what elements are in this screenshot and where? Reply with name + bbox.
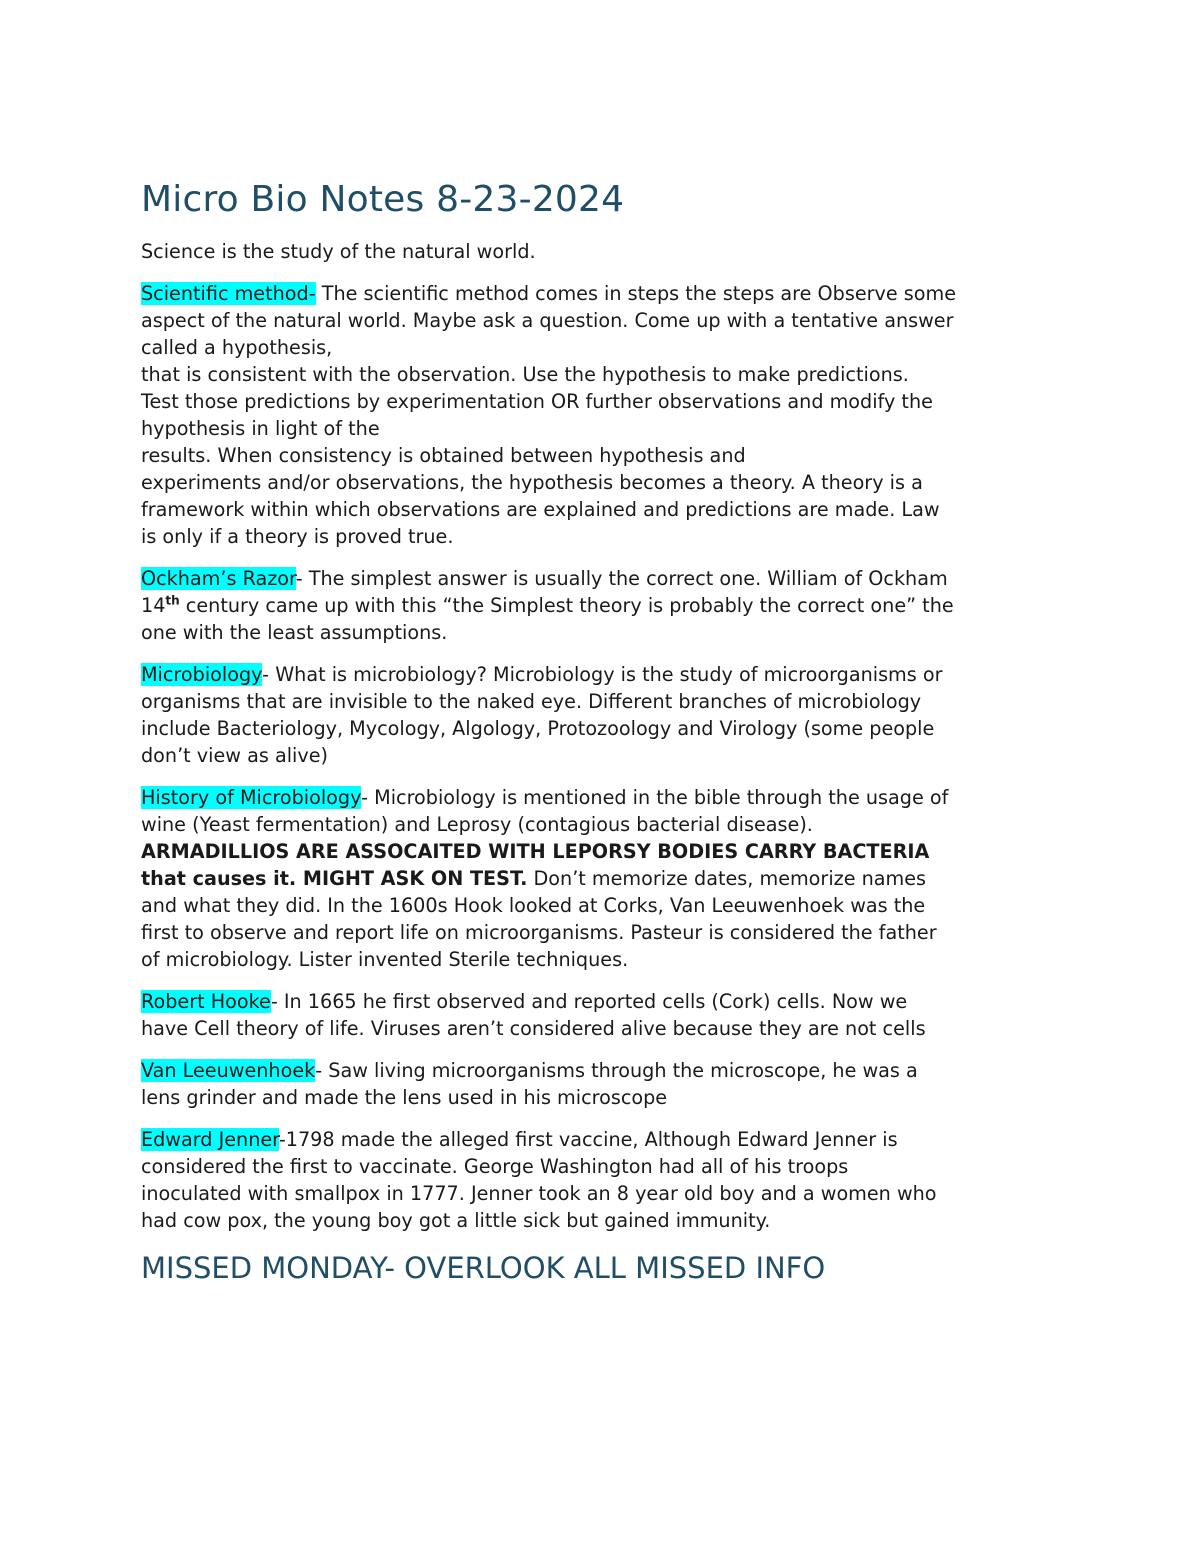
scientific-method-line: that is consistent with the observation. Use the hypothesis to make predictions.	[141, 363, 909, 386]
history-text-1: - Microbiology is mentioned in the bible through the usage of	[361, 786, 949, 809]
jenner-paragraph	[141, 1126, 1060, 1234]
history-text-4: Don’t memorize dates, memorize names	[527, 867, 927, 890]
missed-monday-heading: MISSED MONDAY- OVERLOOK ALL MISSED INFO	[141, 1251, 826, 1285]
scientific-method-line: Test those predictions by experimentation OR further observations and modify the	[141, 390, 933, 413]
jenner-line: inoculated with smallpox in 1777. Jenner took an 8 year old boy and a women who	[141, 1182, 937, 1205]
hooke-text-1: - In 1665 he first observed and reported cells (Cork) cells. Now we	[270, 990, 908, 1013]
scientific-method-paragraph	[141, 280, 1060, 550]
ockham-text-1: - The simplest answer is usually the correct one. William of Ockham	[295, 567, 948, 590]
leeuwenhoek-text-1: - Saw living microorganisms through the microscope, he was a	[315, 1059, 918, 1082]
microbiology-paragraph	[141, 661, 1060, 769]
leeuwenhoek-term: Van Leeuwenhoek	[141, 1059, 316, 1082]
microbiology-text-1: - What is microbiology? Microbiology is the study of microorganisms or	[262, 663, 943, 686]
history-line-4	[141, 865, 1060, 892]
jenner-term: Edward Jenner	[141, 1128, 279, 1151]
history-line-1	[141, 784, 1060, 811]
history-bold-cont: that causes it. MIGHT ASK ON TEST.	[141, 867, 528, 890]
ockham-superscript: th	[165, 593, 180, 608]
scientific-method-term: Scientific method-	[141, 282, 316, 305]
hooke-paragraph	[141, 988, 1060, 1042]
jenner-line: considered the first to vaccinate. George Washington had all of his troops	[141, 1155, 849, 1178]
hooke-term: Robert Hooke	[141, 990, 271, 1013]
microbiology-line-1	[141, 661, 1060, 688]
hooke-line-1	[141, 988, 1060, 1015]
microbiology-line: don’t view as alive)	[141, 744, 329, 767]
history-term: History of Microbiology	[141, 786, 362, 809]
leeuwenhoek-line: lens grinder and made the lens used in his microscope	[141, 1086, 668, 1109]
ockham-line-1	[141, 565, 1060, 592]
intro-paragraph	[141, 238, 1060, 265]
history-line: and what they did. In the 1600s Hook looked at Corks, Van Leeuwenhoek was the	[141, 894, 926, 917]
scientific-method-line: experiments and/or observations, the hypothesis becomes a theory. A theory is a	[141, 471, 923, 494]
scientific-method-text-1: The scientific method comes in steps the steps are Observe some	[315, 282, 957, 305]
page-title: Micro Bio Notes 8-23-2024	[141, 179, 625, 220]
microbiology-term: Microbiology	[141, 663, 263, 686]
history-line: first to observe and report life on microorganisms. Pasteur is considered the father	[141, 921, 937, 944]
scientific-method-line: aspect of the natural world. Maybe ask a question. Come up with a tentative answer	[141, 309, 954, 332]
ockham-paragraph	[141, 565, 1060, 646]
leeuwenhoek-paragraph	[141, 1057, 1060, 1111]
ockham-text-2: century came up with this “the Simplest theory is probably the correct one” the	[179, 594, 954, 617]
intro-text: Science is the study of the natural world.	[141, 240, 536, 263]
scientific-method-line-1	[141, 280, 1060, 307]
leeuwenhoek-line-1	[141, 1057, 1060, 1084]
ockham-line-2	[141, 592, 1060, 619]
history-line-2: wine (Yeast fermentation) and Leprosy (contagious bacterial disease).	[141, 813, 813, 836]
hooke-line: have Cell theory of life. Viruses aren’t considered alive because they are not cells	[141, 1017, 926, 1040]
jenner-text-1: -1798 made the alleged first vaccine, Although Edward Jenner is	[278, 1128, 898, 1151]
microbiology-line: organisms that are invisible to the naked eye. Different branches of microbiology	[141, 690, 922, 713]
scientific-method-line: hypothesis in light of the	[141, 417, 380, 440]
history-bold-line: ARMADILLIOS ARE ASSOCAITED WITH LEPORSY BODIES CARRY BACTERIA	[141, 840, 930, 863]
scientific-method-line: framework within which observations are explained and predictions are made. Law	[141, 498, 940, 521]
ockham-line-3: one with the least assumptions.	[141, 621, 448, 644]
scientific-method-line: called a hypothesis,	[141, 336, 333, 359]
microbiology-line: include Bacteriology, Mycology, Algology, Protozoology and Virology (some people	[141, 717, 935, 740]
jenner-line-1	[141, 1126, 1060, 1153]
history-paragraph	[141, 784, 1060, 973]
history-line: of microbiology. Lister invented Sterile techniques.	[141, 948, 629, 971]
ockham-century: 14	[141, 594, 166, 617]
jenner-line: had cow pox, the young boy got a little sick but gained immunity.	[141, 1209, 771, 1232]
scientific-method-line: is only if a theory is proved true.	[141, 525, 454, 548]
scientific-method-line: results. When consistency is obtained between hypothesis and	[141, 444, 746, 467]
ockham-term: Ockham’s Razor	[141, 567, 296, 590]
